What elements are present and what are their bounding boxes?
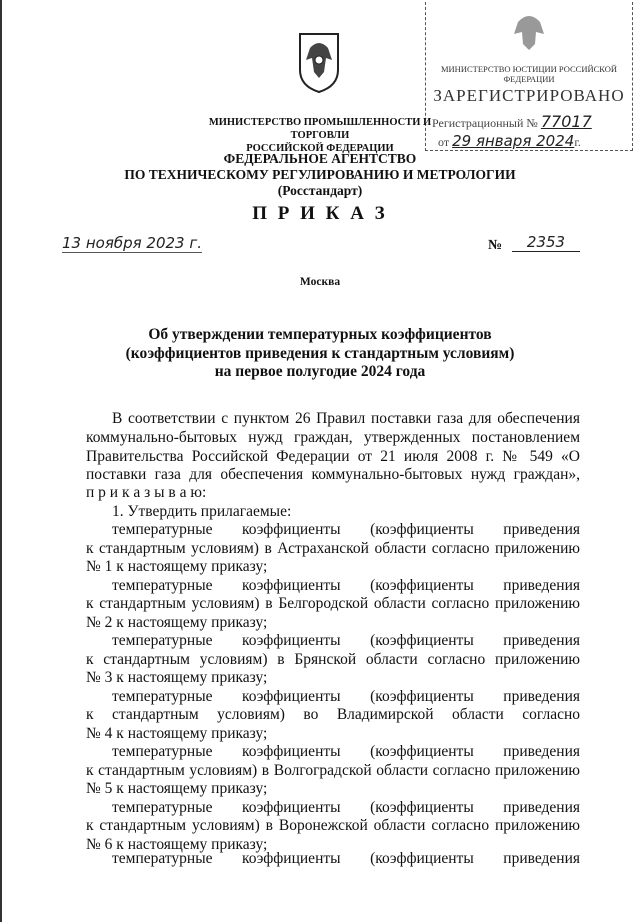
order-number: 2353: [512, 233, 580, 252]
agency-name: [0, 151, 640, 199]
coat-of-arms-emblem: [296, 30, 342, 94]
ministry-line: МИНИСТЕРСТВО ПРОМЫШЛЕННОСТИ И ТОРГОВЛИ: [208, 117, 432, 141]
annex-line: № 2 к настоящему приказу;: [86, 613, 268, 631]
title-line: (коэффициентов приведения к стандартным условиям): [125, 344, 515, 362]
stamp-org: МИНИСТЕРСТВО ЮСТИЦИИ РОССИЙСКОЙ ФЕДЕРАЦИИ: [440, 64, 618, 84]
doc-type: П Р И К А З: [252, 203, 388, 224]
body-line: п р и к а з ы в а ю:: [86, 484, 207, 501]
stamp-reg-label: Регистрационный №: [432, 116, 538, 130]
annex-line: температурные коэффициенты (коэффициенты приведения: [112, 743, 580, 760]
stamp-date-line: [438, 132, 581, 150]
body-line: коммунально-бытовых нужд граждан, утвержденных постановлением: [86, 429, 580, 446]
annex-line: к стандартным условиям) в Брянской области согласно приложению: [86, 650, 580, 668]
annex-line: температурные коэффициенты (коэффициенты приведения: [112, 632, 580, 649]
city: Москва: [299, 276, 341, 288]
body-line: температурные коэффициенты (коэффициенты приведения: [112, 850, 580, 867]
scan-edge: [0, 0, 2, 922]
agency-line: (Росстандарт): [277, 183, 363, 198]
order-date: 13 ноября 2023 г.: [62, 234, 203, 252]
ministry-line: РОССИЙСКОЙ ФЕДЕРАЦИИ: [246, 143, 394, 154]
annex-line: температурные коэффициенты (коэффициенты приведения: [112, 798, 580, 816]
annex-line: № 5 к настоящему приказу;: [86, 780, 268, 797]
annex-line: к стандартным условиям) в Волгоградской области согласно приложению: [86, 761, 580, 779]
body-line: В соответствии с пунктом 26 Правил поставки газа для обеспечения: [112, 410, 580, 427]
number-label: №: [488, 238, 503, 253]
title-line: на первое полугодие 2024 года: [214, 363, 426, 380]
annex-line: температурные коэффициенты (коэффициенты приведения: [112, 521, 580, 538]
stamp-status: ЗАРЕГИСТРИРОВАНО: [433, 86, 625, 105]
stamp-date: 29 января 2024: [452, 132, 575, 150]
annex-line: температурные коэффициенты (коэффициенты приведения: [112, 687, 580, 705]
annex-line: № 4 к настоящему приказу;: [86, 724, 268, 742]
stamp-date-suffix: г.: [574, 135, 581, 149]
stamp-date-label: от: [438, 135, 450, 149]
stamp-emblem-icon: [510, 10, 548, 54]
stamp-reg-number: 77017: [540, 112, 592, 131]
annex-line: к стандартным условиям) в Белгородской области согласно приложению: [86, 595, 580, 612]
agency-line: ФЕДЕРАЛЬНОЕ АГЕНТСТВО: [223, 151, 417, 166]
ministry-name: [200, 116, 440, 155]
item-1: 1. Утвердить прилагаемые:: [112, 503, 292, 520]
body-line: Правительства Российской Федерации от 21 июля 2008 г. № 549 «О: [86, 448, 580, 465]
order-title: [0, 326, 640, 382]
annex-line: № 6 к настоящему приказу;: [86, 835, 268, 853]
annex-line: к стандартным условиям) в Воронежской области согласно приложению: [86, 817, 580, 834]
agency-line: ПО ТЕХНИЧЕСКОМУ РЕГУЛИРОВАНИЮ И МЕТРОЛОГИИ: [124, 167, 516, 182]
annex-line: к стандартным условиям) в Астраханской области согласно приложению: [86, 539, 580, 557]
stamp-reg-line: [432, 112, 592, 131]
body-line: поставки газа для обеспечения коммунально-бытовых нужд граждан»,: [86, 466, 580, 483]
annex-line: № 3 к настоящему приказу;: [86, 669, 268, 686]
annex-line: № 1 к настоящему приказу;: [86, 558, 268, 575]
annex-line: к стандартным условиям) во Владимирской области согласно: [86, 706, 580, 723]
registration-stamp: [425, 2, 633, 151]
title-line: Об утверждении температурных коэффициентов: [148, 326, 492, 343]
annex-line: температурные коэффициенты (коэффициенты приведения: [112, 576, 580, 594]
